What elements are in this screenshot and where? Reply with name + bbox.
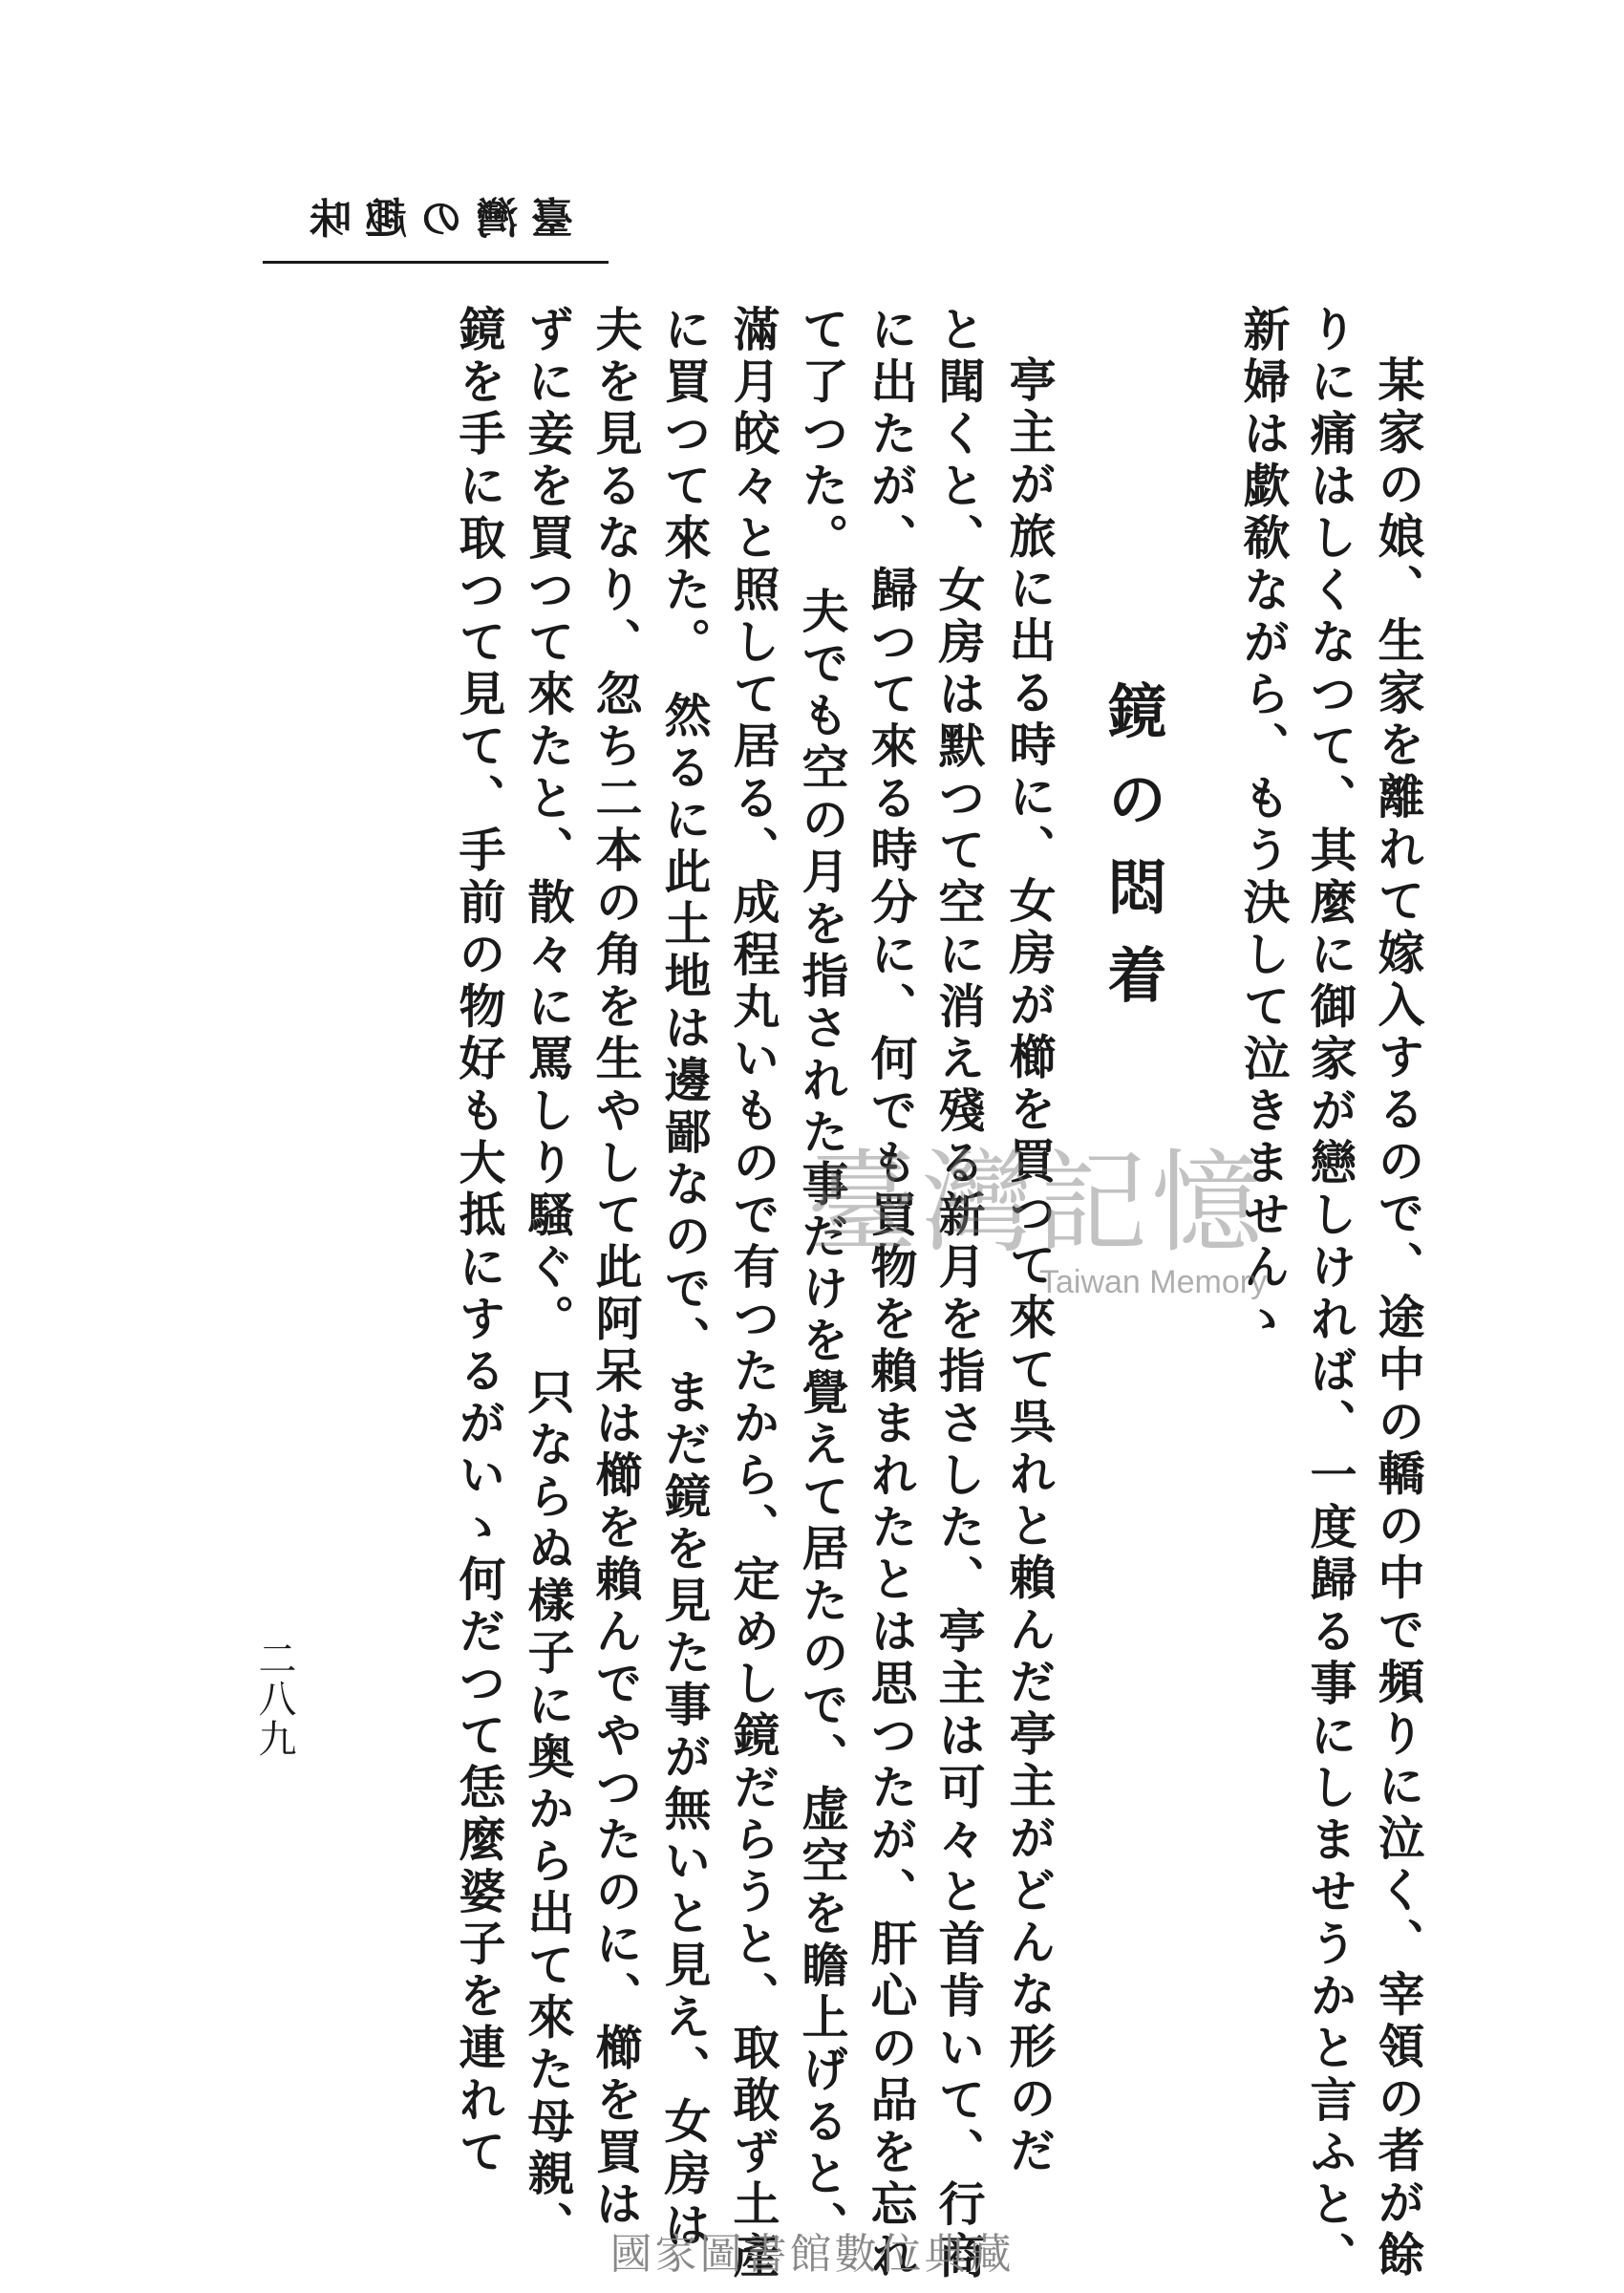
- watermark-latin-text: Taiwan Memory: [1039, 1264, 1268, 1300]
- text-column-10: 夫を見るなり、忽ち二本の角を生やして此阿呆は櫛を賴んでやつたのに、櫛を買は: [588, 305, 644, 2232]
- text-column-8: 滿月皎々と照して居る、成程丸いもので有つたから、定めし鏡だらうと、取敢ず土產: [726, 305, 781, 2283]
- footer-library-credit: 國家圖書館數位典藏: [609, 2230, 1015, 2279]
- header-rule: [263, 261, 609, 264]
- text-column-4: 亭主が旅に出る時に、女房が櫛を買つて來て呉れと賴んだ亭主がどんな形のだ: [1002, 355, 1058, 2178]
- text-column-11: ずに妾を買つて來たと、散々に罵しり騷ぐ。 只ならぬ樣子に奥から出て來た母親、: [521, 305, 576, 2254]
- text-column-2: りに痛はしくなつて、其麼に御家が戀しければ、一度歸る事にしませうかと言ふと、: [1303, 305, 1358, 2283]
- text-column-6: に出たが、歸つて來る時分に、何でも買物を賴まれたとは思つたが、肝心の品を忘れ: [864, 305, 919, 2283]
- running-header-title: 臺灣の趣味: [296, 195, 573, 244]
- text-column-9: に買つて來た。 然るに此土地は邊鄙なので、まだ鏡を見た事が無いと見え、女房は: [657, 305, 713, 2254]
- section-title: 鏡の悶着: [1098, 680, 1167, 1032]
- text-column-7: て了つた。 夫でも空の月を指された事だけを覺えて居たので、虚空を瞻上げると、: [795, 305, 850, 2254]
- text-column-5: と聞くと、女房は默つて空に消え殘る新月を指さした、亭主は可々と首肯いて、行商: [931, 305, 987, 2283]
- text-column-3: 新婦は歔欷ながら、もう決して泣きませんゝ: [1236, 305, 1292, 1346]
- page-number: 二八九: [252, 1639, 296, 1759]
- text-column-1: 某家の娘、生家を離れて嫁入するので、途中の轎の中で頻りに泣く、宰領の者が餘: [1371, 355, 1426, 2282]
- text-column-12: 鏡を手に取つて見て、手前の物好も大抵にするがいゝ何だつて恁麼婆子を連れて: [452, 305, 507, 2179]
- watermark-cjk-text: 臺灣記憶: [807, 1139, 1266, 1268]
